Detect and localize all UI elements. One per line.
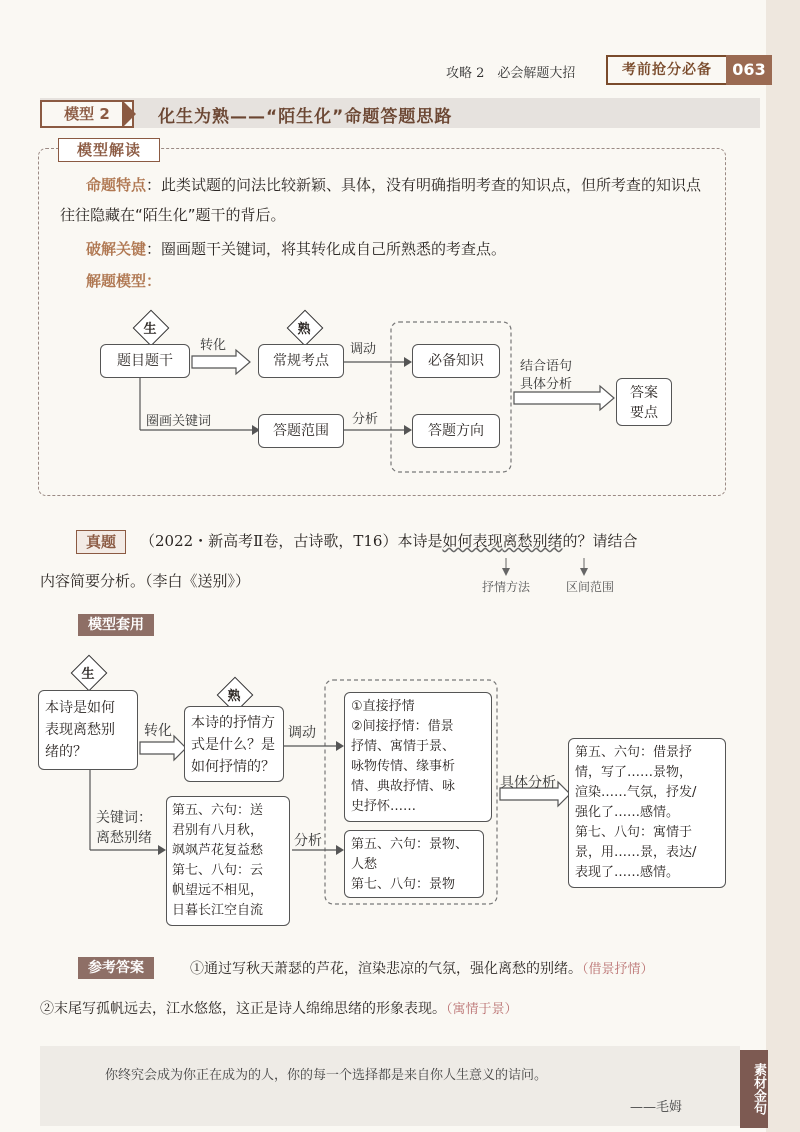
real-question-tag: 真题 xyxy=(76,530,126,554)
key-text: ：圈画题干关键词，将其转化成自己所熟悉的考查点。 xyxy=(146,240,507,258)
essential-knowledge-box: 必备知识 xyxy=(412,344,500,378)
page-edge-strip xyxy=(766,0,800,1132)
header-badge: 考前抢分必备 xyxy=(606,55,728,85)
convert-label-2: 转化 xyxy=(144,723,172,739)
combine-analysis-label: 结合语句 具体分析 xyxy=(520,359,573,392)
answer-direction-box: 答题方向 xyxy=(412,414,500,448)
analyze-label-2: 分析 xyxy=(294,833,322,849)
section-arrow-icon xyxy=(122,100,136,128)
section-label: 模型 2 xyxy=(40,100,134,128)
sheng-label-2: 生 xyxy=(81,667,95,682)
chapter-title: 攻略 2 必会解题大招 xyxy=(446,66,576,81)
scene-emotion-box: 第五、六句：景物、 人愁 第七、八句：景物 xyxy=(344,830,484,898)
answer-1: ①通过写秋天萧瑟的芦花，渲染悲凉的气氛，强化离愁的别绪。（借景抒情） xyxy=(190,961,654,977)
shu-label-2: 熟 xyxy=(227,689,241,704)
underline-sorrow: 离愁别绪 xyxy=(502,532,563,550)
answer-2: ②末尾写孤帆远去，江水悠悠，这正是诗人绵绵思绪的形象表现。（寓情于景） xyxy=(40,1001,518,1017)
section-title: 化生为熟——“陌生化”命题答题思路 xyxy=(158,107,453,127)
real-question-line1: （2022・新高考Ⅱ卷，古诗歌，T16）本诗是如何表现离愁别绪的？请结合 xyxy=(140,532,638,550)
feature-text: ：此类试题的问法比较新颖、具体，没有明确指明考查的知识点，但所考查的知识点往往隐藏在“陌生化”题干的背后。 xyxy=(60,176,702,224)
feature-label: 命题特点 xyxy=(86,176,147,194)
quote-author: ——毛姆 xyxy=(630,1100,683,1115)
handwritten-arrows xyxy=(480,554,630,580)
keyword-label: 关键词： 离愁别绪 xyxy=(96,810,152,846)
material-tag: 素材金句 xyxy=(740,1050,768,1128)
quote-text: 你终究会成为你正在成为的人，你的每一个选择都是来自你人生意义的诘问。 xyxy=(105,1068,548,1083)
page-number: 063 xyxy=(726,55,772,85)
model-interpretation-tag: 模型解读 xyxy=(58,138,160,162)
model-heading: 解题模型： xyxy=(86,272,162,290)
underline-how: 如何表现 xyxy=(442,532,503,550)
reference-answer-tag: 参考答案 xyxy=(78,957,154,979)
model-label: 解题模型 xyxy=(86,272,147,290)
answer-1-note: （借景抒情） xyxy=(582,962,654,977)
poem-question-box: 本诗是如何 表现离愁别 绪的？ xyxy=(38,690,138,770)
question-stem-box: 题目题干 xyxy=(100,344,190,378)
key-label: 破解关键 xyxy=(86,240,147,258)
feature-paragraph xyxy=(60,170,716,230)
answer-points-box: 答案 要点 xyxy=(616,378,672,426)
note-method: 抒情方法 xyxy=(482,580,531,594)
shu-label: 熟 xyxy=(297,322,311,337)
lyric-knowledge-box: ①直接抒情 ②间接抒情：借景 抒情、寓情于景、 咏物传情、缘事析 情、典故抒情、咏 史抒怀…… xyxy=(344,692,492,822)
answer-template-box: 第五、六句：借景抒 情，写了……景物， 渲染……气氛，抒发/ 强化了……感情。 第七、八句：寓情于 景，用……景，表达/ 表现了……感情。 xyxy=(568,738,726,888)
analyze-label: 分析 xyxy=(352,412,379,427)
lyric-method-box: 本诗的抒情方 式是什么？是 如何抒情的？ xyxy=(184,706,284,782)
convert-label: 转化 xyxy=(200,338,227,353)
specific-analysis-label: 具体分析 xyxy=(500,775,556,791)
mobilize-label: 调动 xyxy=(350,342,377,357)
answer-range-box: 答题范围 xyxy=(258,414,344,448)
mobilize-label-2: 调动 xyxy=(288,725,316,741)
poem-lines-box: 第五、六句：送 君别有八月秋， 飒飒芦花复益愁 第七、八句：云 帆望远不相见， 日暮长江空自流 xyxy=(166,796,290,926)
answer-2-note: （寓情于景） xyxy=(446,1002,518,1017)
sheng-label: 生 xyxy=(143,322,157,337)
note-range: 区间范围 xyxy=(566,580,615,594)
key-paragraph xyxy=(86,234,716,264)
real-question-line2: 内容简要分析。（李白《送别》） xyxy=(40,572,251,590)
circle-keywords-label: 圈画关键词 xyxy=(146,414,212,429)
regular-point-box: 常规考点 xyxy=(258,344,344,378)
model-application-tag: 模型套用 xyxy=(78,614,154,636)
